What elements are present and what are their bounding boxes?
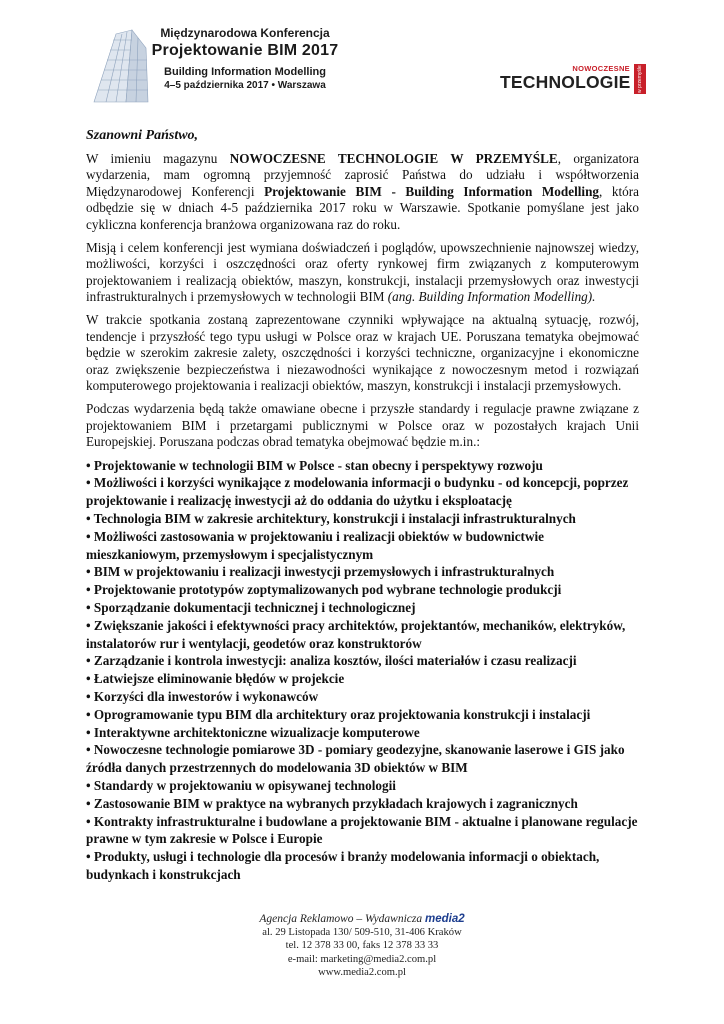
footer-agency-line	[0, 913, 724, 926]
paragraph-mission	[86, 240, 639, 306]
topic-list-item: • Możliwości i korzyści wynikające z modelowania informacji o budynku - od koncepcji, poprzez projektowanie i realizację inwestycji aż do oddania do użytku i eksploatację	[86, 475, 629, 509]
text-run: (ang. Building Information Modelling).	[387, 289, 596, 305]
topic-list-item: • Łatwiejsze eliminowanie błędów w projekcie	[86, 671, 345, 687]
footer-agency: Agencja Reklamowo – Wydawnicza	[259, 913, 425, 925]
topic-list-item: • Oprogramowanie typu BIM dla architektury oraz projektowania konstrukcji i instalacji	[86, 706, 591, 722]
footer-website[interactable]: www.media2.com.pl	[318, 966, 406, 978]
salutation: Szanowni Państwo,	[86, 128, 199, 143]
paragraph-intro	[86, 151, 639, 234]
topic-list-item: • Sporządzanie dokumentacji technicznej i technologicznej	[86, 600, 416, 616]
text-run: , która odbędzie się w dniach 4-5 października 2017 roku w Warszawie. Spotkanie pomyślane jest jako cykliczna konferencja branżowa organizowana raz do roku.	[86, 183, 639, 232]
topic-list-item: • BIM w projektowaniu i realizacji inwestycji przemysłowych i infrastrukturalnych	[86, 564, 555, 580]
topic-list-item: • Interaktywne architektoniczne wizualizacje komputerowe	[86, 724, 420, 740]
text-run: , organizatora wydarzenia, mam ogromną przyjemność zaprosić Państwa do udziału i współtworzenia Międzynarodowej Konferencji	[86, 150, 639, 199]
publisher-logo	[500, 64, 650, 100]
conference-subtitle: Building Information Modelling	[164, 66, 326, 78]
text-run: Misją i celem konferencji jest wymiana doświadczeń i poglądów, upowszechnienie najnowszej wiedzy, możliwości, korzyści i oszczędności oraz oferty rynkowej firm związanych z komputerowym projektowaniem i realizacją obiektów, maszyn, konstrukcji, instalacji przemysłowych oraz inwestycji infrastrukturalnych i przemysłowych w technologii BIM	[86, 239, 639, 305]
topic-list	[86, 457, 639, 884]
topic-list-item: • Zastosowanie BIM w praktyce na wybranych przykładach krajowych i zagranicznych	[86, 795, 578, 811]
text-run: NOWOCZESNE TECHNOLOGIE W PRZEMYŚLE	[229, 150, 558, 166]
footer-brand: media2	[425, 913, 465, 925]
publisher-logo-bar: w przemyśle	[634, 64, 646, 94]
topic-list-item: • Zwiększanie jakości i efektywności pracy architektów, projektantów, mechaników, elektryków, instalatorów rur i wentylacji, geodetów oraz konstruktorów	[86, 617, 626, 651]
text-run: W imieniu magazynu	[86, 150, 230, 166]
topic-list-item: • Kontrakty infrastrukturalne i budowlane a projektowanie BIM - aktualne i planowane regulacje prawne w tym zakresie w Polsce i Europie	[86, 813, 638, 847]
footer-address: al. 29 Listopada 130/ 509-510, 31-406 Kraków	[262, 927, 462, 939]
topic-list-item: • Projektowanie prototypów zoptymalizowanych pod wybrane technologie produkcji	[86, 582, 562, 598]
topic-list-item: • Korzyści dla inwestorów i wykonawców	[86, 689, 319, 705]
footer-email[interactable]: e-mail: marketing@media2.com.pl	[287, 953, 437, 965]
publisher-logo-big: TECHNOLOGIE	[500, 72, 631, 92]
paragraph-factors: W trakcie spotkania zostaną zaprezentowane czynniki wpływające na aktualną sytuację, rozwój, tendencje i przyszłość tego typu usługi w Polsce oraz w krajach UE. Poruszana tematyka obejmować będzie w szerokim zakresie zalety, oszczędności i korzyści techniczne, organizacyjne i ekonomiczne oraz zwiększenie bezpieczeństwa i niezawodności wynikające z nowoczesnym metod i rozwiązań komputerowego projektowania i realizacji obiektów, maszyn, konstrukcji i instalacji przemysłowych.	[86, 311, 639, 394]
topic-list-item: • Projektowanie w technologii BIM w Polsce - stan obecny i perspektywy rozwoju	[86, 457, 543, 473]
topic-list-item: • Nowoczesne technologie pomiarowe 3D - pomiary geodezyjne, skanowanie laserowe i GIS jako źródła danych przestrzennych do modelowania 3D obiektów w BIM	[86, 742, 625, 776]
letter-body	[86, 128, 639, 884]
topic-list-item: • Produkty, usługi i technologie dla procesów i branży modelowania informacji o obiektach, budynkach i konstrukcjach	[86, 849, 600, 883]
text-run: Projektowanie BIM - Building Information Modelling	[264, 183, 600, 199]
letterhead	[0, 0, 724, 110]
footer	[0, 913, 724, 979]
topic-list-item: • Standardy w projektowaniu w opisywanej technologii	[86, 778, 396, 794]
conference-date: 4–5 października 2017 • Warszawa	[164, 80, 326, 91]
conference-title-block	[150, 26, 340, 91]
topic-list-item: • Możliwości zastosowania w projektowaniu i realizacji obiektów w budownictwie mieszkaniowym, przemysłowym i specjalistycznym	[86, 528, 544, 562]
footer-phone: tel. 12 378 33 00, faks 12 378 33 33	[285, 940, 439, 952]
publisher-logo-small: NOWOCZESNE	[572, 64, 630, 73]
paragraph-standards: Podczas wydarzenia będą także omawiane obecne i przyszłe standardy i regulacje prawne związane z projektowaniem BIM i przetargami publicznymi w Polsce oraz w pozostałych krajach Unii Europejskiej. Poruszana podczas obrad tematyka obejmować będzie m.in.:	[86, 400, 639, 450]
topic-list-item: • Technologia BIM w zakresie architektury, konstrukcji i instalacji infrastrukturalnych	[86, 511, 576, 527]
conference-line1: Międzynarodowa Konferencja	[160, 26, 330, 40]
topic-list-item: • Zarządzanie i kontrola inwestycji: analiza kosztów, ilości materiałów i czasu realizacji	[86, 653, 577, 669]
conference-title: Projektowanie BIM 2017	[151, 42, 339, 59]
